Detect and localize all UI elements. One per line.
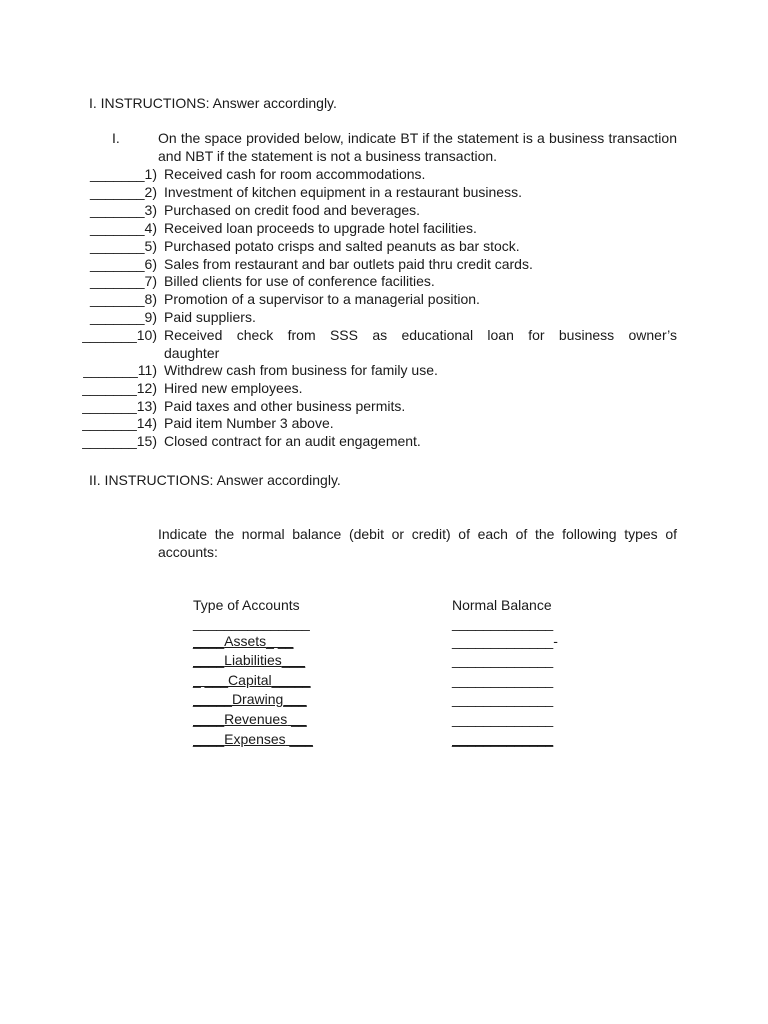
item-statement: Sales from restaurant and bar outlets paid thru credit cards.	[164, 256, 533, 272]
underline-post: _____	[271, 672, 311, 688]
item-statement: Received loan proceeds to upgrade hotel facilities.	[164, 220, 477, 236]
account-name: Assets	[224, 633, 267, 649]
account-name: Revenues	[224, 711, 288, 727]
list-item	[70, 432, 677, 450]
answer-blank[interactable]: _______11)	[83, 362, 157, 378]
balance-answer-line[interactable]: _____________	[452, 652, 554, 668]
list-item	[70, 414, 677, 432]
item-statement: Investment of kitchen equipment in a restaurant business.	[164, 184, 522, 200]
item-statement: Purchased potato crisps and salted peanuts as bar stock.	[164, 238, 520, 254]
account-row	[193, 690, 323, 708]
balance-answer-line[interactable]: _____________	[452, 672, 554, 688]
answer-blank[interactable]: _______9)	[90, 309, 157, 325]
balance-answer-line[interactable]: _____________	[452, 731, 554, 747]
balance-answer-line[interactable]: _____________	[452, 691, 554, 707]
part1-roman-numeral: I.	[112, 130, 120, 146]
underline-pre: ____	[193, 633, 225, 649]
underline-pre: ____	[193, 711, 225, 727]
item-statement: Received cash for room accommodations.	[164, 166, 426, 182]
account-name: Liabilities	[224, 652, 282, 668]
part1-heading: I. INSTRUCTIONS: Answer accordingly.	[89, 95, 337, 111]
item-statement	[164, 326, 677, 362]
account-name: Drawing	[231, 691, 284, 707]
balance-answer-line[interactable]: _____________-	[452, 633, 558, 649]
answer-blank[interactable]: _______7)	[90, 273, 157, 289]
balance-answer-line[interactable]: _____________	[452, 615, 554, 631]
item-statement: Purchased on credit food and beverages.	[164, 202, 421, 218]
item-statement-line1: Received check from SSS as educational loan for business owner’s	[164, 327, 677, 343]
answer-blank[interactable]: _______10)	[82, 327, 157, 343]
item-statement: Hired new employees.	[164, 380, 303, 396]
list-item	[70, 361, 677, 379]
underline-post: __	[287, 711, 307, 727]
answer-blank[interactable]: _______8)	[90, 291, 157, 307]
item-statement: Withdrew cash from business for family use.	[164, 362, 438, 378]
answer-blank[interactable]: _______14)	[82, 415, 157, 431]
list-item	[70, 237, 677, 255]
answer-blank[interactable]: _______6)	[90, 256, 157, 272]
answer-blank[interactable]: _______13)	[82, 398, 157, 414]
list-item	[70, 326, 677, 362]
list-item	[70, 379, 677, 397]
list-item	[70, 397, 677, 415]
item-statement: Closed contract for an audit engagement.	[164, 433, 421, 449]
underline-post: ___	[283, 691, 307, 707]
part1-instructions: On the space provided below, indicate BT if the statement is a business transaction and NBT if the statement is not a business transaction.	[158, 130, 677, 164]
account-row	[193, 671, 323, 689]
answer-blank[interactable]: _______4)	[90, 220, 157, 236]
account-row	[193, 710, 323, 728]
account-name: Capital	[228, 672, 272, 688]
item-statement-line2: daughter	[164, 345, 220, 361]
answer-blank[interactable]: _______15)	[82, 433, 157, 449]
list-item	[70, 165, 677, 183]
underline-pre: _____	[193, 691, 232, 707]
list-item	[70, 308, 677, 326]
part2-instructions: Indicate the normal balance (debit or credit) of each of the following types of accounts:	[158, 526, 677, 560]
list-item	[70, 255, 677, 273]
answer-blank[interactable]: _______3)	[90, 202, 157, 218]
balance-answer-line[interactable]: _____________	[452, 711, 554, 727]
list-item	[70, 290, 677, 308]
answer-blank[interactable]: _______1)	[90, 166, 157, 182]
type-rule: _______________	[193, 615, 310, 631]
list-item	[70, 183, 677, 201]
underline-post: _ __	[266, 633, 294, 649]
account-row	[193, 632, 323, 650]
underline-post: ___	[281, 652, 306, 668]
account-row	[193, 651, 323, 669]
item-statement: Billed clients for use of conference facilities.	[164, 273, 435, 289]
list-item	[70, 201, 677, 219]
underline-pre: _ ___	[193, 672, 229, 688]
underline-pre: ____	[193, 652, 225, 668]
column-header-balance: Normal Balance	[452, 597, 552, 613]
item-statement: Paid item Number 3 above.	[164, 415, 334, 431]
underline-pre: ____	[193, 731, 225, 747]
underline-post: ___	[285, 731, 313, 747]
list-item	[70, 272, 677, 290]
item-statement: Paid suppliers.	[164, 309, 256, 325]
item-statement: Paid taxes and other business permits.	[164, 398, 406, 414]
answer-blank[interactable]: _______12)	[82, 380, 157, 396]
answer-blank[interactable]: _______2)	[90, 184, 157, 200]
account-name: Expenses	[224, 731, 286, 747]
column-header-type: Type of Accounts	[193, 597, 300, 613]
list-item	[70, 219, 677, 237]
part2-heading: II. INSTRUCTIONS: Answer accordingly.	[89, 472, 341, 488]
account-row	[193, 730, 323, 748]
item-statement: Promotion of a supervisor to a managerial position.	[164, 291, 480, 307]
answer-blank[interactable]: _______5)	[90, 238, 157, 254]
